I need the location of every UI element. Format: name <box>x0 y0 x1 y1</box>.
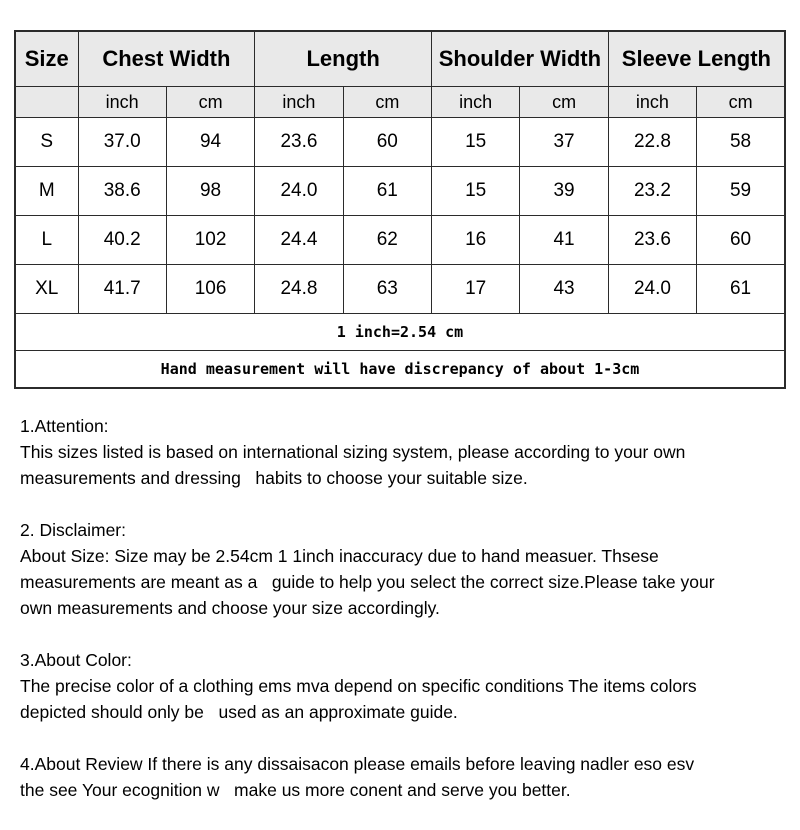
column-header-size: Size <box>15 31 78 87</box>
size-value-cell: 58 <box>697 118 785 167</box>
size-value-cell: 40.2 <box>78 216 166 265</box>
column-header-shoulder-width: Shoulder Width <box>432 31 609 87</box>
size-value-cell: 106 <box>166 265 254 314</box>
attention-heading: 1.Attention: <box>20 416 109 436</box>
attention-line: This sizes listed is based on international sizing system, please according to your own <box>20 442 686 462</box>
attention-section <box>20 413 800 491</box>
size-value-cell: 43 <box>520 265 608 314</box>
size-value-cell: 37.0 <box>78 118 166 167</box>
about-color-section <box>20 647 800 725</box>
disclaimer-heading: 2. Disclaimer: <box>20 520 126 540</box>
size-chart-body <box>15 118 785 389</box>
column-header-chest-width: Chest Width <box>78 31 255 87</box>
size-value-cell: 24.0 <box>608 265 696 314</box>
size-value-cell: 63 <box>343 265 431 314</box>
size-value-cell: 23.6 <box>255 118 343 167</box>
about-color-line: depicted should only be used as an approximate guide. <box>20 702 458 722</box>
table-row-s <box>15 118 785 167</box>
about-color-line: The precise color of a clothing ems mva depend on specific conditions The items colors <box>20 676 697 696</box>
info-text-block <box>20 413 800 803</box>
unit-header-inch: inch <box>432 87 520 118</box>
size-value-cell: 22.8 <box>608 118 696 167</box>
column-header-sleeve-length: Sleeve Length <box>608 31 785 87</box>
size-chart-header <box>15 31 785 118</box>
table-row-xl <box>15 265 785 314</box>
inch-conversion-note: 1 inch=2.54 cm <box>15 314 785 351</box>
unit-header-cm: cm <box>166 87 254 118</box>
size-label-cell: XL <box>15 265 78 314</box>
size-value-cell: 17 <box>432 265 520 314</box>
size-value-cell: 62 <box>343 216 431 265</box>
header-group-row <box>15 31 785 87</box>
size-value-cell: 24.8 <box>255 265 343 314</box>
size-value-cell: 16 <box>432 216 520 265</box>
size-value-cell: 61 <box>343 167 431 216</box>
unit-header-inch: inch <box>608 87 696 118</box>
size-value-cell: 94 <box>166 118 254 167</box>
unit-header-cm: cm <box>520 87 608 118</box>
unit-header-empty <box>15 87 78 118</box>
about-review-section <box>20 751 800 803</box>
size-value-cell: 37 <box>520 118 608 167</box>
size-value-cell: 23.2 <box>608 167 696 216</box>
unit-header-cm: cm <box>343 87 431 118</box>
size-label-cell: S <box>15 118 78 167</box>
size-label-cell: L <box>15 216 78 265</box>
size-value-cell: 15 <box>432 118 520 167</box>
size-value-cell: 102 <box>166 216 254 265</box>
unit-header-inch: inch <box>255 87 343 118</box>
size-value-cell: 23.6 <box>608 216 696 265</box>
note-row-inch-conversion <box>15 314 785 351</box>
size-label-cell: M <box>15 167 78 216</box>
table-row-l <box>15 216 785 265</box>
size-value-cell: 60 <box>697 216 785 265</box>
about-color-heading: 3.About Color: <box>20 650 132 670</box>
header-unit-row <box>15 87 785 118</box>
table-row-m <box>15 167 785 216</box>
size-value-cell: 60 <box>343 118 431 167</box>
size-value-cell: 98 <box>166 167 254 216</box>
disclaimer-line: measurements are meant as a guide to help you select the correct size.Please take your <box>20 572 715 592</box>
size-value-cell: 61 <box>697 265 785 314</box>
size-value-cell: 15 <box>432 167 520 216</box>
note-row-measurement-discrepancy <box>15 351 785 389</box>
disclaimer-section <box>20 517 800 621</box>
measurement-discrepancy-note: Hand measurement will have discrepancy of about 1-3cm <box>15 351 785 389</box>
size-value-cell: 41 <box>520 216 608 265</box>
size-value-cell: 41.7 <box>78 265 166 314</box>
attention-line: measurements and dressing habits to choose your suitable size. <box>20 468 528 488</box>
size-chart-table <box>14 30 786 389</box>
size-value-cell: 59 <box>697 167 785 216</box>
unit-header-cm: cm <box>697 87 785 118</box>
column-header-length: Length <box>255 31 432 87</box>
unit-header-inch: inch <box>78 87 166 118</box>
size-value-cell: 38.6 <box>78 167 166 216</box>
size-value-cell: 39 <box>520 167 608 216</box>
about-review-line: the see Your ecognition w make us more conent and serve you better. <box>20 780 571 800</box>
disclaimer-line: own measurements and choose your size accordingly. <box>20 598 440 618</box>
size-value-cell: 24.4 <box>255 216 343 265</box>
about-review-line: 4.About Review If there is any dissaisacon please emails before leaving nadler eso esv <box>20 754 695 774</box>
size-value-cell: 24.0 <box>255 167 343 216</box>
disclaimer-line: About Size: Size may be 2.54cm 1 1inch inaccuracy due to hand measuer. Thsese <box>20 546 659 566</box>
